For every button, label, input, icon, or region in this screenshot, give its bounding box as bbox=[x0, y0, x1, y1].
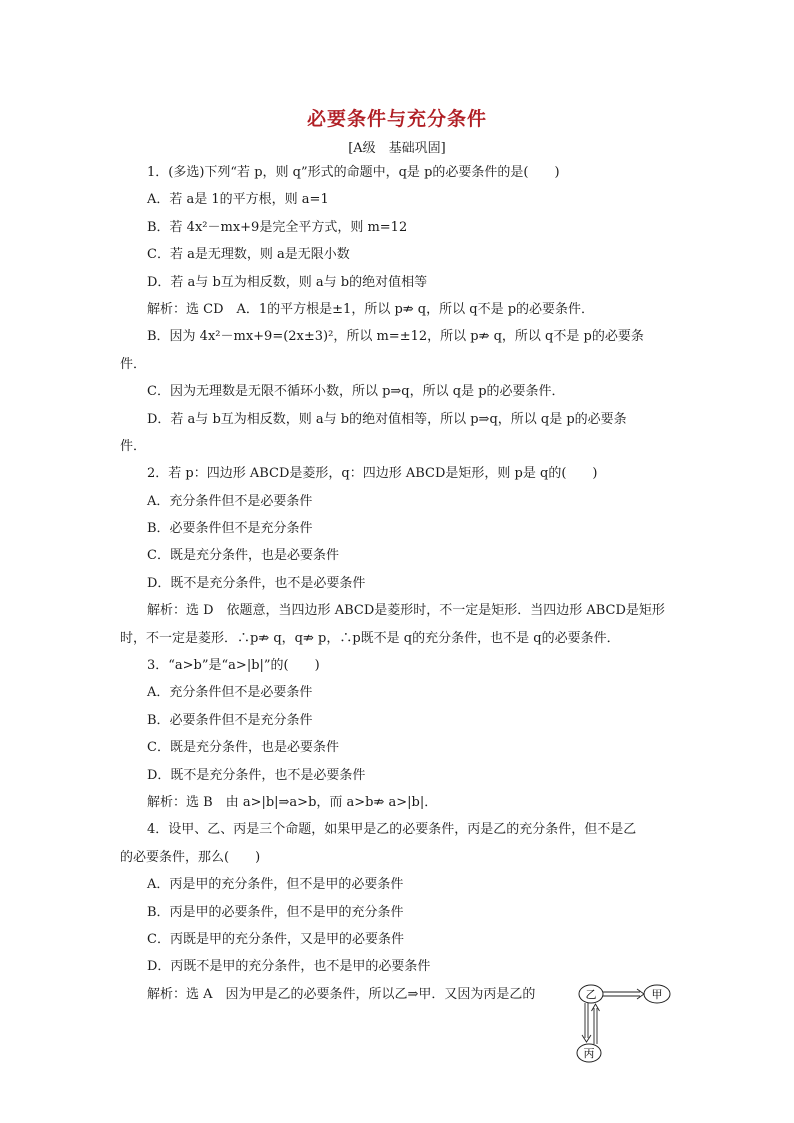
text-line: 1．(多选)下列“若 p，则 q”形式的命题中，q是 p的必要条件的是( ) bbox=[147, 165, 560, 180]
text-line: 解析：选 D 依题意，当四边形 ABCD是菱形时，不一定是矩形．当四边形 ABCD是矩形 bbox=[147, 603, 665, 619]
text-line: 3．“a>b”是“a>|b|”的( ) bbox=[147, 658, 320, 674]
text-line: C．既是充分条件，也是必要条件 bbox=[147, 548, 339, 564]
text-line: D．若 a与 b互为相反数，则 a与 b的绝对值相等，所以 p⇒q，所以 q是 p的必要条 bbox=[147, 411, 627, 427]
text-line: B．必要条件但不是充分条件 bbox=[147, 712, 313, 728]
text-line: B．若 4x²－mx+9是完全平方式，则 m=12 bbox=[147, 219, 408, 235]
text-line: 4．设甲、乙、丙是三个命题，如果甲是乙的必要条件，丙是乙的充分条件，但不是乙 bbox=[147, 822, 637, 838]
implication-diagram bbox=[560, 980, 680, 1070]
text-line: B．丙是甲的必要条件，但不是甲的充分条件 bbox=[147, 904, 404, 920]
text-line: D．既不是充分条件，也不是必要条件 bbox=[147, 767, 366, 783]
text-line: 件． bbox=[120, 438, 147, 454]
text-line: 件． bbox=[120, 356, 147, 372]
node-jia-label: 甲 bbox=[651, 988, 663, 1001]
page-title: 必要条件与充分条件 bbox=[306, 108, 487, 130]
text-line: A．充分条件但不是必要条件 bbox=[147, 685, 313, 701]
text-line: A．若 a是 1的平方根，则 a=1 bbox=[147, 192, 329, 208]
text-line: C．丙既是甲的充分条件，又是甲的必要条件 bbox=[147, 931, 404, 947]
document-body bbox=[120, 159, 680, 1008]
node-yi-label: 乙 bbox=[585, 988, 597, 1001]
text-line: 解析：选 A 因为甲是乙的必要条件，所以乙⇒甲．又因为丙是乙的 bbox=[147, 986, 536, 1002]
text-line: C．若 a是无理数，则 a是无限小数 bbox=[147, 247, 350, 263]
text-line: D．丙既不是甲的充分条件，也不是甲的必要条件 bbox=[147, 959, 431, 975]
text-line: A．丙是甲的充分条件，但不是甲的必要条件 bbox=[147, 877, 404, 893]
text-line: 时，不一定是菱形．∴p⇏ q，q⇏ p，∴p既不是 q的充分条件，也不是 q的必要条件． bbox=[120, 630, 620, 646]
section-subtitle: [A级 基础巩固] bbox=[348, 141, 446, 156]
text-line: 解析：选 B 由 a>|b|⇒a>b，而 a>b⇏ a>|b|． bbox=[147, 794, 438, 810]
text-line: C．因为无理数是无限不循环小数，所以 p⇒q，所以 q是 p的必要条件． bbox=[147, 384, 565, 400]
text-line: C．既是充分条件，也是必要条件 bbox=[147, 740, 339, 756]
text-line: A．充分条件但不是必要条件 bbox=[147, 493, 313, 509]
node-bing-label: 丙 bbox=[583, 1047, 595, 1060]
text-line: 解析：选 CD A．1的平方根是±1，所以 p⇏ q，所以 q不是 p的必要条件． bbox=[147, 301, 595, 317]
arrow-yi-to-bing bbox=[582, 1003, 591, 1042]
text-line: 的必要条件，那么( ) bbox=[120, 849, 261, 865]
text-line: B．必要条件但不是充分条件 bbox=[147, 521, 313, 537]
text-line: D．若 a与 b互为相反数，则 a与 b的绝对值相等 bbox=[147, 274, 428, 290]
arrow-yi-to-jia bbox=[603, 989, 644, 999]
text-line: B．因为 4x²－mx+9=(2x±3)²，所以 m=±12，所以 p⇏ q，所以 q不是 p的必要条 bbox=[147, 329, 644, 345]
text-line: D．既不是充分条件，也不是必要条件 bbox=[147, 575, 366, 591]
text-line: 2．若 p：四边形 ABCD是菱形，q：四边形 ABCD是矩形，则 p是 q的( ) bbox=[147, 466, 598, 482]
arrow-bing-to-yi bbox=[592, 1004, 600, 1044]
